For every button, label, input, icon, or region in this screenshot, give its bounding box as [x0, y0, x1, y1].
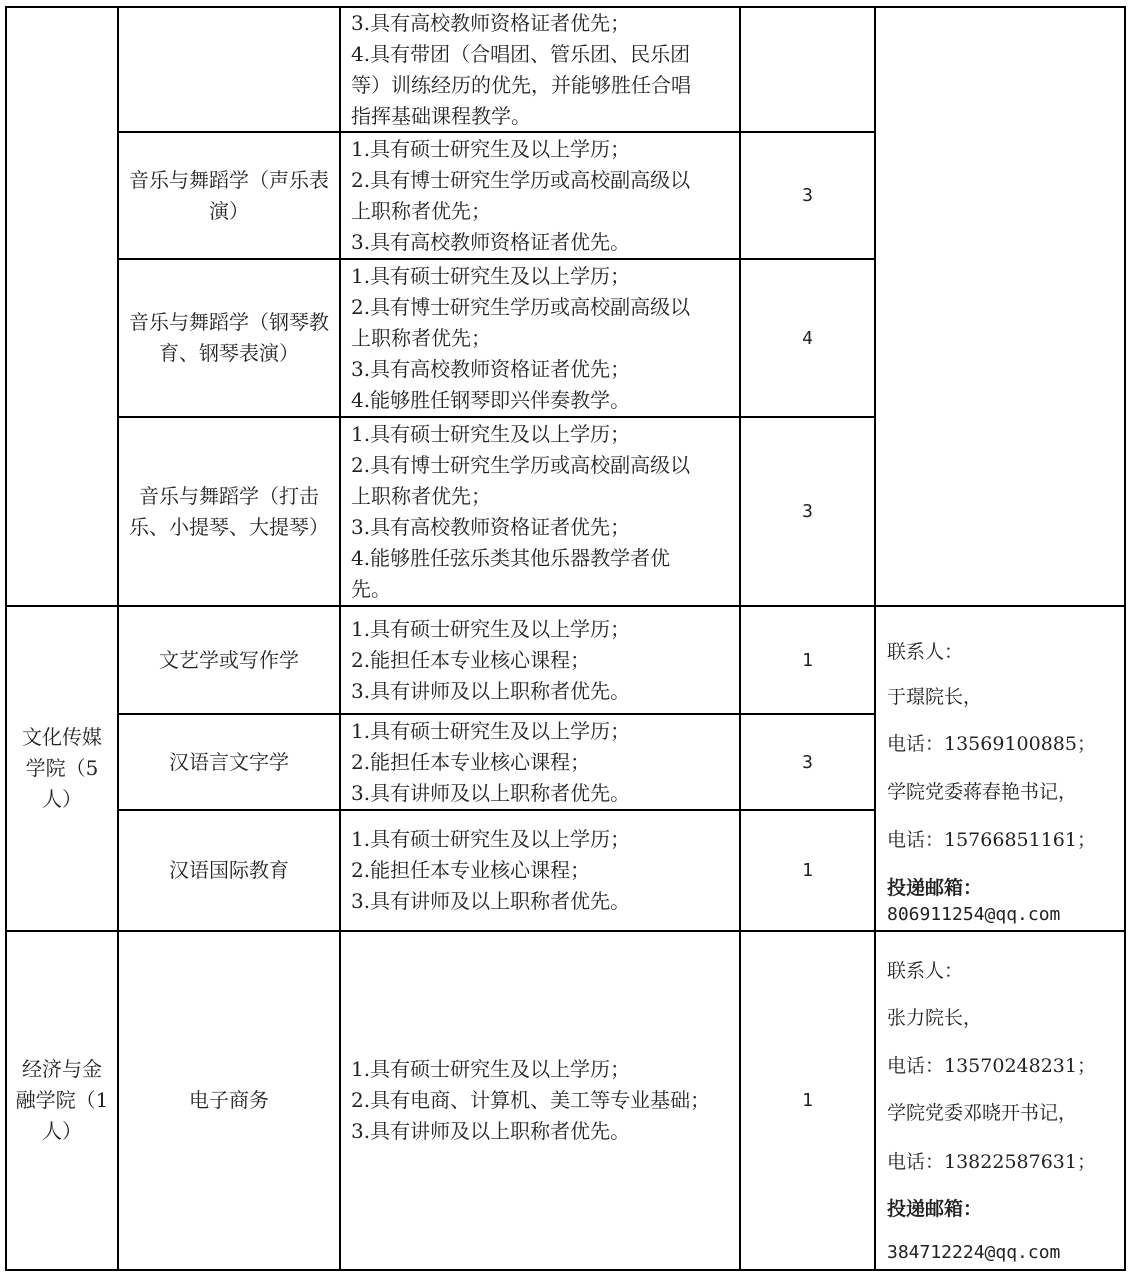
- grid-line: [1124, 6, 1126, 1271]
- requirement-line: 2.具有博士研究生学历或高校副高级以: [351, 452, 691, 477]
- count-cell: [741, 133, 874, 258]
- requirement-line: 3.具有讲师及以上职称者优先。: [351, 1119, 631, 1143]
- requirement-line: 1.具有硕士研究生及以上学历；: [351, 827, 631, 851]
- requirement-line: 3.具有讲师及以上职称者优先。: [351, 780, 631, 805]
- requirement-line: 3.具有高校教师资格证者优先。: [351, 229, 631, 254]
- contact-line: 电话：15766851161；: [887, 829, 1096, 851]
- requirements-cell: [341, 8, 739, 131]
- requirement-line: 2.能担任本专业核心课程；: [351, 858, 591, 882]
- requirement-line: 1.具有硕士研究生及以上学历；: [351, 1057, 631, 1081]
- email-link[interactable]: 384712224@qq.com: [887, 1242, 1061, 1263]
- contact-line: 电话：13822587631；: [887, 1151, 1096, 1173]
- requirement-line: 1.具有硕士研究生及以上学历；: [351, 136, 631, 161]
- contact-line: 联系人：: [887, 960, 964, 982]
- major-cell: [119, 607, 339, 713]
- contact-line: 张力院长，: [887, 1007, 983, 1029]
- count-value: 3: [802, 501, 813, 522]
- contact-line: 投递邮箱：: [887, 877, 983, 899]
- requirement-line: 2.具有博士研究生学历或高校副高级以: [351, 167, 691, 192]
- requirements-cell: [341, 418, 739, 605]
- major-label: 文艺学或写作学: [159, 647, 299, 672]
- requirement-line: 1.具有硕士研究生及以上学历；: [351, 263, 631, 288]
- requirement-line: 上职称者优先；: [351, 198, 491, 223]
- requirement-line: 3.具有高校教师资格证者优先；: [351, 10, 631, 35]
- contact-line: 学院党委邓晓开书记，: [887, 1102, 1078, 1124]
- count-value: 3: [802, 751, 813, 773]
- requirement-line: 3.具有讲师及以上职称者优先。: [351, 889, 631, 913]
- college-cell: [7, 607, 117, 930]
- grid-line: [5, 1269, 1126, 1271]
- requirement-line: 先。: [351, 576, 391, 601]
- major-cell: [119, 133, 339, 258]
- count-cell: [741, 715, 874, 809]
- contact-line: 于璟院长，: [887, 686, 983, 708]
- email-link[interactable]: 806911254@qq.com: [887, 904, 1061, 925]
- requirement-line: 2.能担任本专业核心课程；: [351, 749, 591, 774]
- contact-line: 电话：13569100885；: [887, 733, 1096, 755]
- requirement-line: 3.具有高校教师资格证者优先；: [351, 514, 631, 539]
- requirement-line: 4.能够胜任钢琴即兴伴奏教学。: [351, 387, 631, 412]
- requirements-cell: [341, 932, 739, 1269]
- college-name: 文化传媒学院（5人）: [22, 725, 102, 811]
- contact-line: 电话：13570248231；: [887, 1055, 1096, 1077]
- count-cell: [741, 932, 874, 1269]
- count-cell: [741, 260, 874, 416]
- major-label: 汉语言文字学: [169, 749, 289, 774]
- major-label: 音乐与舞蹈学（钢琴教育、钢琴表演）: [129, 310, 329, 365]
- contact-cell: [876, 607, 1124, 930]
- major-cell: [119, 418, 339, 605]
- requirement-line: 3.具有讲师及以上职称者优先。: [351, 678, 631, 703]
- count-cell: [741, 811, 874, 930]
- contact-line: 投递邮箱：: [887, 1198, 983, 1220]
- requirement-line: 2.具有电商、计算机、美工等专业基础；: [351, 1088, 711, 1112]
- requirement-line: 2.能担任本专业核心课程；: [351, 647, 591, 672]
- requirement-line: 1.具有硕士研究生及以上学历；: [351, 616, 631, 641]
- requirement-line: 4.能够胜任弦乐类其他乐器教学者优: [351, 545, 671, 570]
- requirement-line: 指挥基础课程教学。: [351, 103, 531, 128]
- college-cell: [7, 932, 117, 1269]
- requirement-line: 3.具有高校教师资格证者优先；: [351, 356, 631, 381]
- count-value: 4: [802, 327, 813, 349]
- requirement-line: 上职称者优先；: [351, 483, 491, 508]
- count-value: 1: [802, 1090, 813, 1111]
- requirements-cell: [341, 715, 739, 809]
- count-value: 1: [802, 860, 813, 881]
- requirements-cell: [341, 260, 739, 416]
- count-value: 3: [802, 185, 813, 206]
- major-cell: [119, 932, 339, 1269]
- major-label: 音乐与舞蹈学（声乐表演）: [129, 167, 329, 223]
- major-label: 汉语国际教育: [169, 858, 289, 882]
- count-cell: [741, 607, 874, 713]
- count-value: 1: [802, 649, 813, 671]
- requirement-line: 4.具有带团（合唱团、管乐团、民乐团: [351, 41, 691, 66]
- major-cell: [119, 260, 339, 416]
- requirements-cell: [341, 607, 739, 713]
- count-cell: [741, 418, 874, 605]
- requirement-line: 上职称者优先；: [351, 325, 491, 350]
- contact-line: 联系人：: [887, 641, 964, 663]
- major-cell: [119, 715, 339, 809]
- requirements-cell: [341, 811, 739, 930]
- requirement-line: 1.具有硕士研究生及以上学历；: [351, 421, 631, 446]
- requirement-line: 等）训练经历的优先，并能够胜任合唱: [351, 72, 691, 97]
- major-label: 音乐与舞蹈学（打击乐、小提琴、大提琴）: [129, 483, 329, 539]
- requirement-line: 2.具有博士研究生学历或高校副高级以: [351, 294, 691, 319]
- college-name: 经济与金融学院（1人）: [15, 1057, 109, 1143]
- major-label: 电子商务: [189, 1088, 269, 1112]
- contact-cell: [876, 932, 1124, 1269]
- major-cell: [119, 811, 339, 930]
- requirement-line: 1.具有硕士研究生及以上学历；: [351, 718, 631, 743]
- contact-line: 学院党委蒋春艳书记，: [887, 781, 1078, 803]
- requirements-cell: [341, 133, 739, 258]
